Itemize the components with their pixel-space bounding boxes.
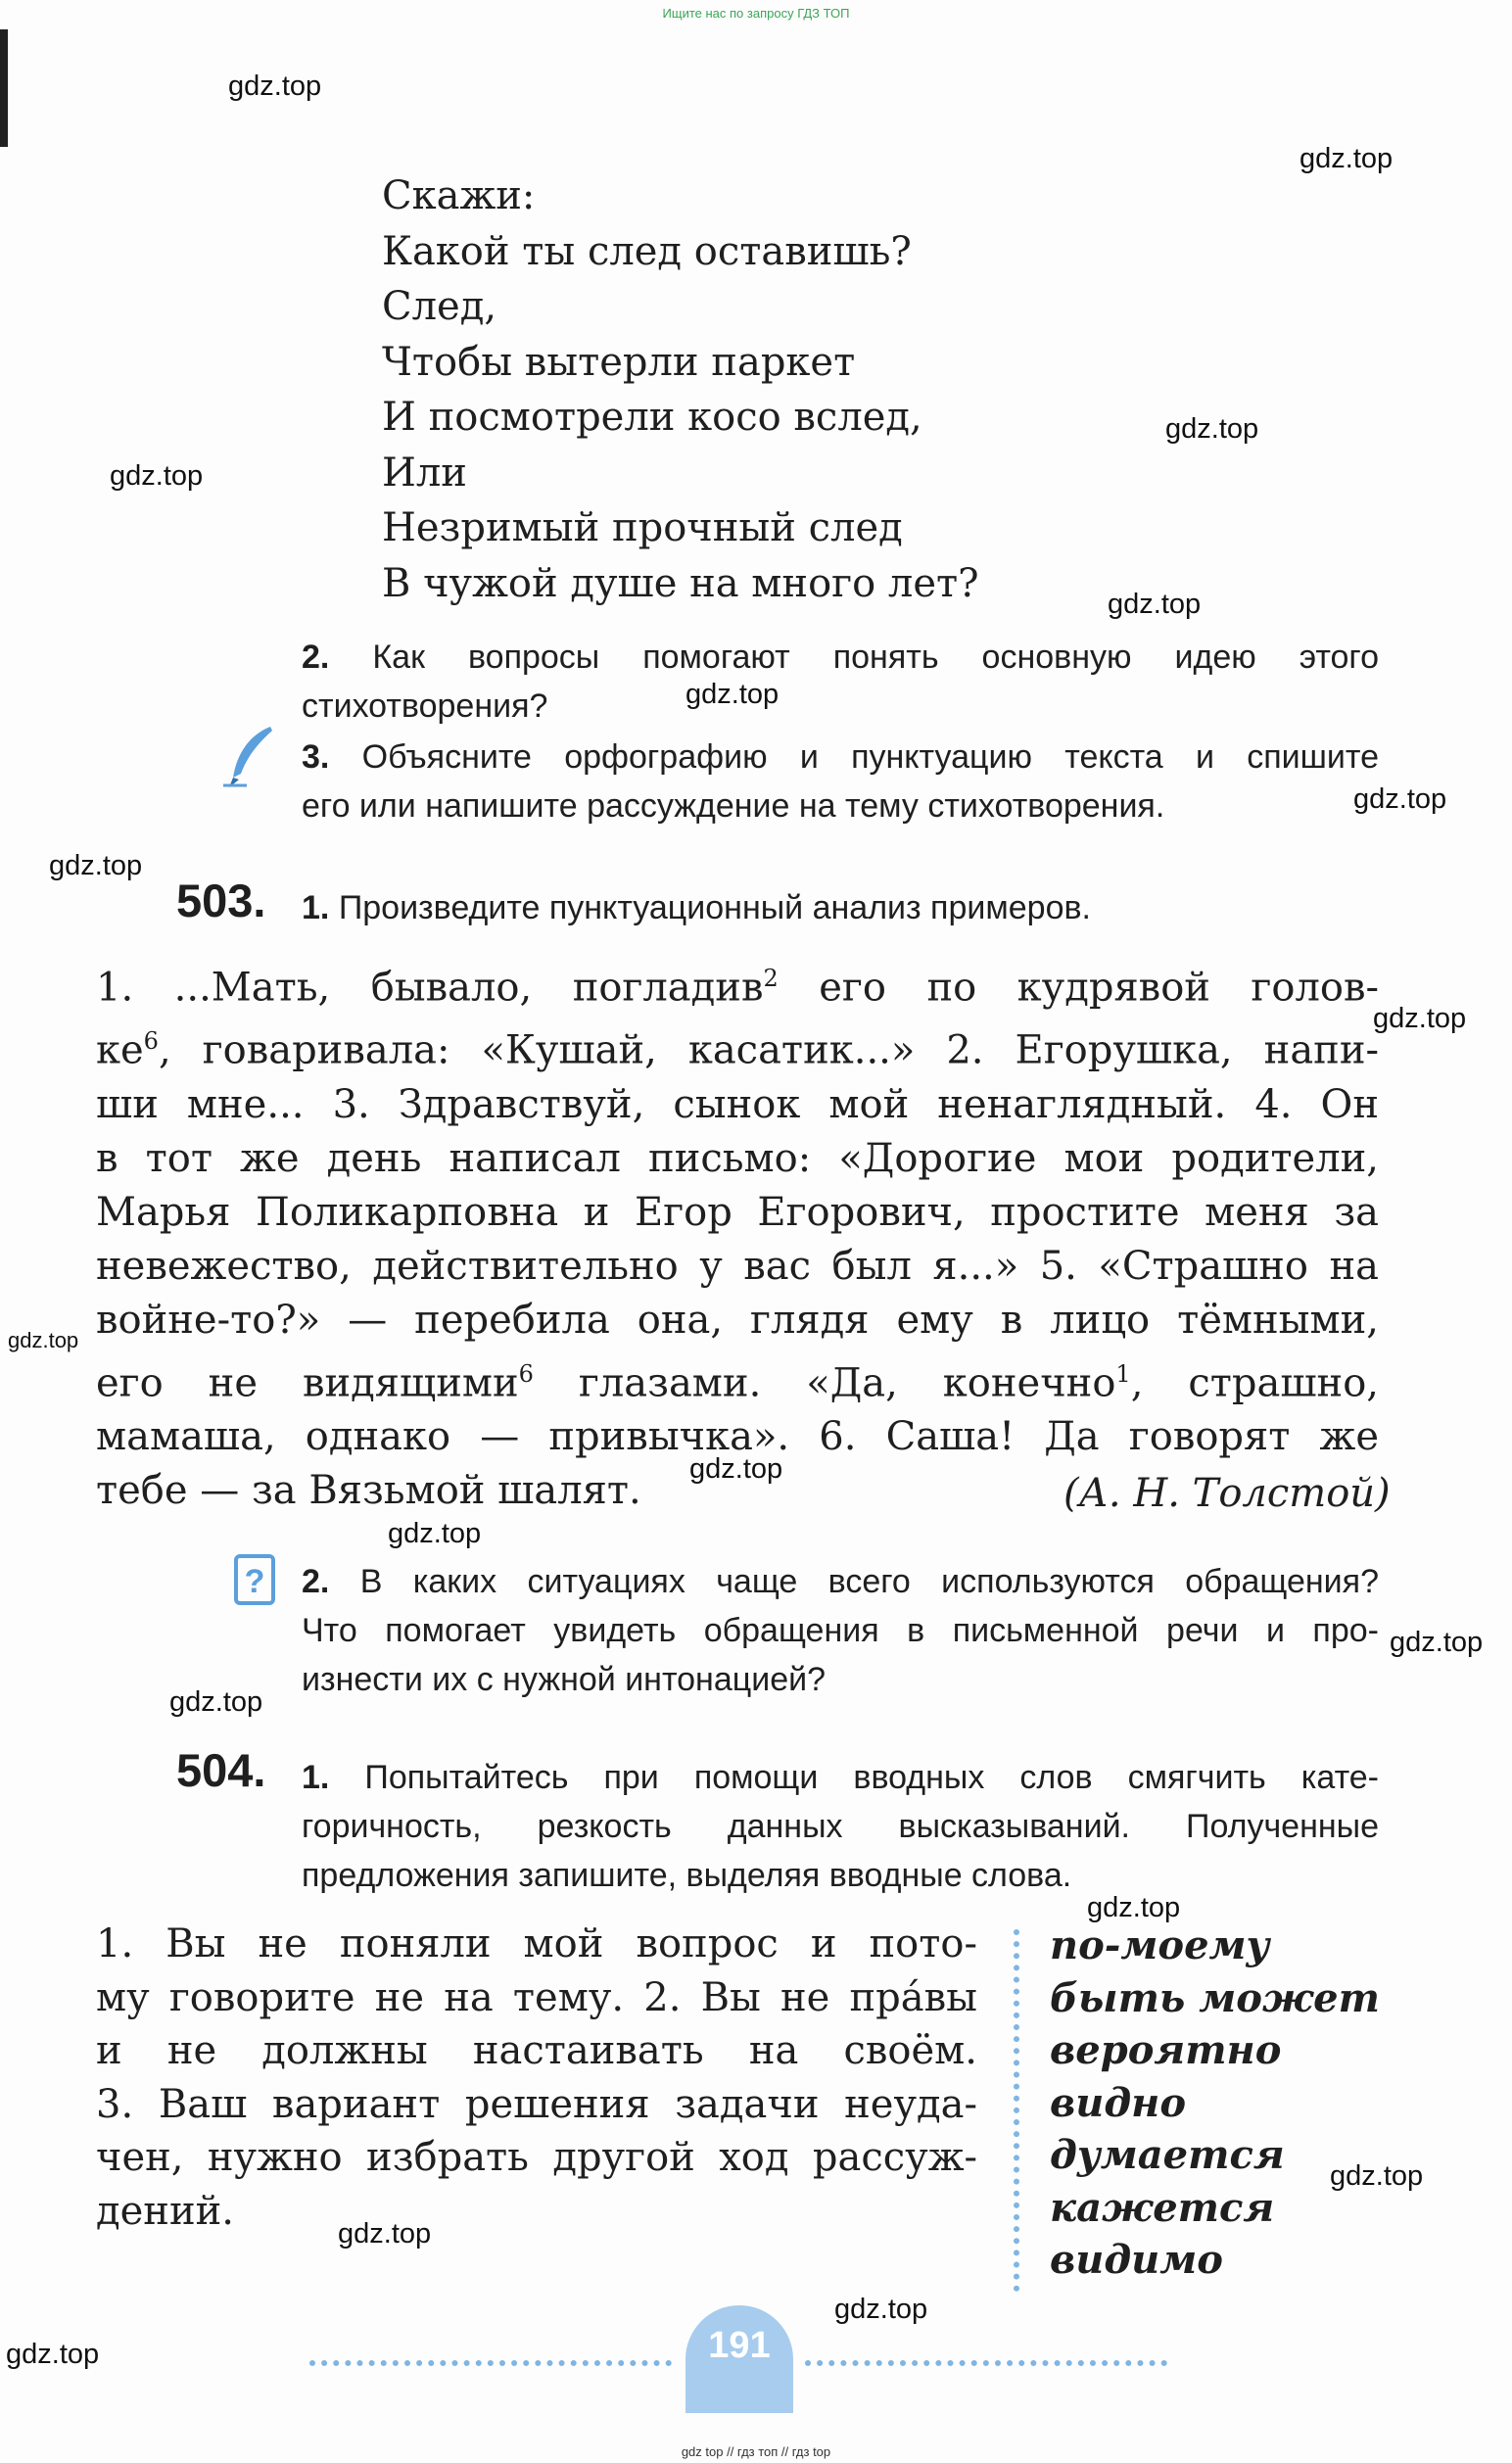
poem-line: Чтобы вытерли паркет bbox=[382, 339, 856, 385]
text-line: в тот же день написал письмо: «Дорогие мои родители, bbox=[96, 1135, 1379, 1181]
watermark: gdz.top bbox=[338, 2218, 432, 2250]
task-number: 3. bbox=[302, 738, 330, 776]
watermark: gdz.top bbox=[8, 1328, 79, 1352]
exercise-number: 503. bbox=[176, 875, 266, 926]
svg-text:?: ? bbox=[244, 1563, 265, 1600]
exercise-503-text bbox=[96, 952, 1379, 1518]
poem-line: Или bbox=[382, 450, 467, 496]
watermark: gdz.top bbox=[169, 1686, 263, 1718]
text-line: дений. bbox=[96, 2188, 234, 2234]
exercise-503-task-1 bbox=[302, 883, 1091, 932]
task-number: 2. bbox=[302, 1563, 330, 1600]
task-text: Попытайтесь при помощи вводных слов смягчить кате- bbox=[364, 1759, 1379, 1796]
exercise-504-task-1 bbox=[302, 1753, 1379, 1900]
task-text: Произведите пунктуационный анализ примеров. bbox=[338, 889, 1091, 926]
text-line: тебе — за Вязьмой шалят. bbox=[96, 1467, 641, 1513]
footer-note: gdz top // гдз топ // гдз top bbox=[681, 2444, 831, 2459]
page-number: 191 bbox=[708, 2325, 771, 2366]
book-spine-edge bbox=[0, 29, 8, 147]
intro-words-list bbox=[1050, 1919, 1380, 2287]
intro-word: быть может bbox=[1050, 1974, 1380, 2021]
header-note: Ищите нас по запросу ГДЗ ТОП bbox=[662, 6, 850, 21]
poem-line: След, bbox=[382, 284, 497, 329]
task-text: стихотворения? bbox=[302, 687, 548, 725]
watermark: gdz.top bbox=[49, 850, 143, 881]
footer-dots-right bbox=[805, 2360, 1167, 2366]
text-line: мамаша, однако — привычка». 6. Саша! Да говорят же bbox=[96, 1413, 1379, 1459]
poem-task-2 bbox=[302, 633, 1379, 731]
text-line: му говорите не на тему. 2. Вы не прáвы bbox=[96, 1974, 977, 2020]
poem-line: Незримый прочный след bbox=[382, 505, 903, 550]
intro-word: видно bbox=[1050, 2079, 1187, 2126]
task-text: Что помогает увидеть обращения в письменной речи и про- bbox=[302, 1612, 1379, 1649]
text-line: его не видящими$^6$ глазами. «Да, конечно$^1$, страшно, bbox=[96, 1359, 1380, 1405]
task-text: горичность, резкость данных высказываний. Полученные bbox=[302, 1808, 1379, 1845]
text-line: ши мне... 3. Здравствуй, сынок мой ненаглядный. 4. Он bbox=[96, 1081, 1379, 1127]
pen-icon bbox=[221, 725, 280, 789]
watermark: gdz.top bbox=[388, 1518, 482, 1549]
poem-task-3 bbox=[302, 733, 1379, 830]
watermark: gdz.top bbox=[1299, 143, 1394, 174]
question-book-icon bbox=[233, 1553, 276, 1606]
poem-line: Какой ты след оставишь? bbox=[382, 228, 912, 274]
task-text: изнести их с нужной интонацией? bbox=[302, 1661, 827, 1698]
intro-word: видимо bbox=[1050, 2237, 1223, 2283]
text-line: и не должны настаивать на своём. bbox=[96, 2028, 977, 2073]
watermark: gdz.top bbox=[6, 2339, 100, 2370]
text-line: войне-то?» — перебила она, глядя ему в лицо тёмными, bbox=[96, 1297, 1379, 1343]
footer-dots-left bbox=[309, 2360, 672, 2366]
task-number: 2. bbox=[302, 639, 330, 676]
task-number: 1. bbox=[302, 889, 330, 926]
text-line: 1. Вы не поняли мой вопрос и пото- bbox=[96, 1921, 977, 1966]
text-line: 3. Ваш вариант решения задачи неуда- bbox=[96, 2081, 977, 2127]
text-line: чен, нужно избрать другой ход рассуж- bbox=[96, 2135, 977, 2180]
watermark: gdz.top bbox=[834, 2294, 928, 2325]
intro-word: по-моему bbox=[1050, 1922, 1270, 1968]
exercise-number: 504. bbox=[176, 1744, 266, 1796]
task-text: предложения запишите, выделяя вводные слова. bbox=[302, 1857, 1072, 1894]
text-line: 1. ...Мать, бывало, погладив$^2$ его по кудрявой голов- bbox=[96, 965, 1379, 1011]
author: (А. Н. Толстой) bbox=[1063, 1471, 1391, 1516]
watermark: gdz.top bbox=[1353, 783, 1447, 815]
poem-line: И посмотрели косо вслед, bbox=[382, 395, 922, 440]
task-text: его или напишите рассуждение на тему стихотворения. bbox=[302, 787, 1165, 825]
text-line: $ке^6$, говаривала: «Кушай, касатик...» 2. Егорушка, напи- bbox=[96, 1027, 1379, 1073]
watermark: gdz.top bbox=[1108, 589, 1202, 620]
watermark: gdz.top bbox=[1087, 1892, 1181, 1923]
watermark: gdz.top bbox=[1373, 1003, 1467, 1034]
text-line: Марья Поликарповна и Егор Егорович, простите меня за bbox=[96, 1189, 1379, 1235]
intro-word: думается bbox=[1050, 2132, 1285, 2178]
task-text: Как вопросы помогают понять основную идею этого bbox=[372, 639, 1379, 676]
watermark: gdz.top bbox=[685, 679, 780, 710]
task-text: В каких ситуациях чаще всего используются обращения? bbox=[359, 1563, 1379, 1600]
task-text: Объясните орфографию и пунктуацию текста и спишите bbox=[361, 738, 1379, 776]
dotted-divider bbox=[1014, 1929, 1019, 2292]
watermark: gdz.top bbox=[228, 71, 322, 102]
watermark: gdz.top bbox=[110, 460, 204, 492]
poem-line: Скажи: bbox=[382, 173, 536, 218]
exercise-504-text bbox=[96, 1918, 977, 2238]
task-number: 1. bbox=[302, 1759, 330, 1796]
watermark: gdz.top bbox=[1390, 1627, 1484, 1658]
text-line: невежество, действительно у вас был я...» 5. «Страшно на bbox=[96, 1243, 1379, 1289]
watermark: gdz.top bbox=[1330, 2160, 1424, 2192]
poem bbox=[382, 168, 979, 611]
intro-word: кажется bbox=[1050, 2184, 1275, 2231]
exercise-503-task-2 bbox=[302, 1557, 1379, 1704]
watermark: gdz.top bbox=[689, 1453, 783, 1485]
poem-line: В чужой душе на много лет? bbox=[382, 560, 979, 606]
intro-word: вероятно bbox=[1050, 2027, 1282, 2073]
watermark: gdz.top bbox=[1165, 413, 1259, 445]
